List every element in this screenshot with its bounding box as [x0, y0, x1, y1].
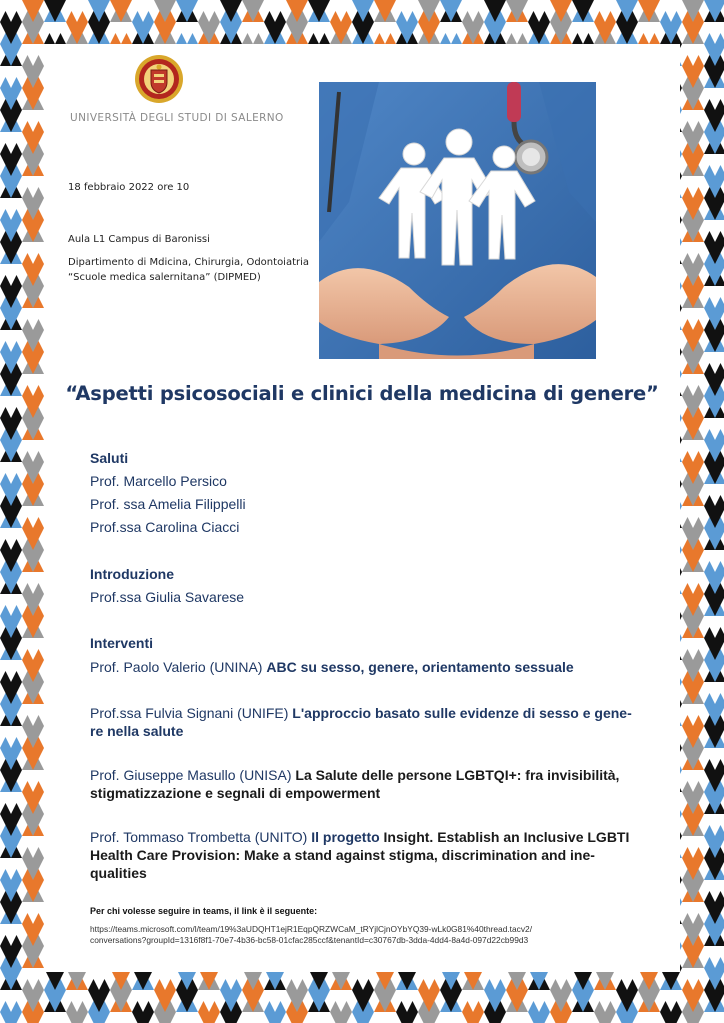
- teams-link-line[interactable]: https://teams.microsoft.com/l/team/19%3aUDQHT1ejR1EqpQRZWCaM_tRYjlCjnOYbYQ39-wLk0G81%40thread.tacv2/: [90, 924, 533, 934]
- intervento-4: [90, 828, 650, 882]
- hands-paper-people-photo: [319, 82, 596, 359]
- department-line-1: Dipartimento di Mdicina, Chirurgia, Odontoiatria: [68, 257, 310, 268]
- speaker: Prof. Giuseppe Masullo (UNISA): [90, 767, 292, 783]
- event-venue: Aula L1 Campus di Baronissi: [68, 234, 210, 245]
- teams-info: Per chi volesse seguire in teams, il link è il seguente:: [90, 906, 318, 916]
- teams-link-line[interactable]: conversations?groupId=1316f8f1-70e7-4b36-bc58-01cfac285ccf&tenantId=c30767db-3dda-4dd4-8a4d-097d22cb99d3: [90, 935, 529, 945]
- intervento-3: [90, 766, 650, 802]
- speaker: Prof. Paolo Valerio (UNINA): [90, 659, 263, 675]
- topic-continued: stigmatizzazione e segnali di empowerment: [90, 785, 381, 801]
- topic-continued: re nella salute: [90, 723, 184, 739]
- event-date: 18 febbraio 2022 ore 10: [68, 182, 190, 193]
- saluti-name: Prof. ssa Amelia Filippelli: [90, 496, 246, 512]
- introduzione-heading: Introduzione: [90, 566, 174, 582]
- poster-page: [44, 44, 680, 972]
- speaker: Prof. Tommaso Trombetta (UNITO): [90, 829, 308, 845]
- topic: Insight. Establish an Inclusive LGBTI: [383, 829, 630, 845]
- topic: ABC su sesso, genere, orientamento sessuale: [266, 659, 574, 675]
- topic: La Salute delle persone LGBTQI+: fra invisibilità,: [295, 767, 620, 783]
- topic-continued: Health Care Provision: Make a stand against stigma, discrimination and ine-: [90, 847, 595, 863]
- intervento-1: [90, 658, 650, 676]
- speaker: Prof.ssa Fulvia Signani (UNIFE): [90, 705, 289, 721]
- saluti-name: Prof.ssa Carolina Ciacci: [90, 519, 240, 535]
- saluti-name: Prof. Marcello Persico: [90, 473, 227, 489]
- teams-link[interactable]: [90, 924, 650, 946]
- topic: L'approccio basato sulle evidenze di sesso e gene-: [292, 705, 632, 721]
- topic-continued: qualities: [90, 865, 147, 881]
- department-line-2: “Scuole medica salernitana” (DIPMED): [68, 272, 261, 283]
- intervento-2: [90, 704, 650, 740]
- university-crest-icon: [134, 54, 184, 104]
- introduzione-name: Prof.ssa Giulia Savarese: [90, 589, 245, 605]
- university-name: UNIVERSITÀ DEGLI STUDI DI SALERNO: [70, 112, 284, 124]
- event-title: “Aspetti psicosociali e clinici della medicina di genere”: [65, 382, 659, 405]
- topic: Il progetto: [311, 829, 380, 845]
- interventi-heading: Interventi: [90, 635, 154, 651]
- saluti-heading: Saluti: [90, 450, 129, 466]
